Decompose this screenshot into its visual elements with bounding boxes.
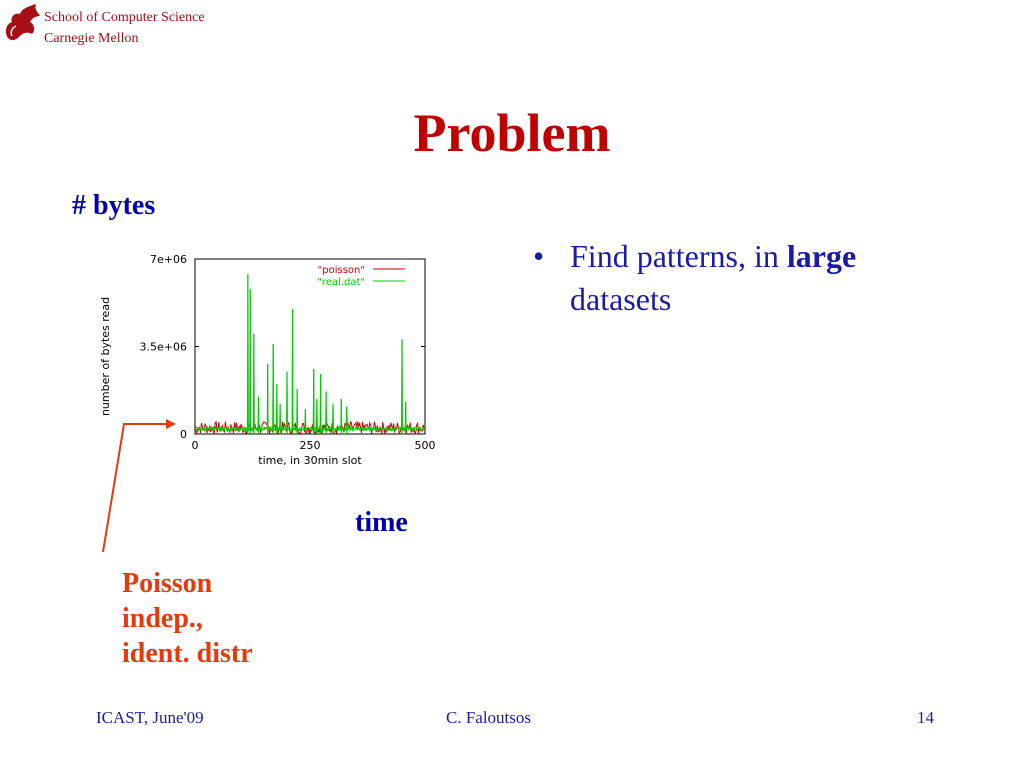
y-tick-label: 3.5e+06: [139, 340, 187, 354]
arrow-line: [103, 424, 170, 552]
school-line-1: School of Computer Science: [44, 10, 205, 25]
y-axis-label: number of bytes read: [99, 296, 112, 417]
x-tick-label: 0: [191, 439, 199, 452]
arrow-head: [166, 419, 176, 429]
x-tick-label: 500: [414, 439, 436, 452]
y-callout: # bytes: [72, 190, 156, 221]
x-callout: time: [355, 507, 408, 538]
school-line-2: Carnegie Mellon: [44, 31, 139, 46]
x-tick-label: 250: [299, 439, 321, 452]
note-line-2: indep.,: [122, 603, 203, 634]
legend-label: "real.dat": [317, 277, 365, 288]
bullet-text-bold: large: [786, 238, 857, 274]
footer-author: C. Faloutsos: [446, 708, 532, 727]
y-tick-label: 0: [180, 428, 187, 441]
slide-title: Problem: [413, 103, 611, 163]
bullet-text: [570, 235, 960, 321]
legend-label: "poisson": [317, 265, 365, 276]
note-line-3: ident. distr: [122, 638, 253, 669]
bullet-text-before: Find patterns, in: [570, 238, 787, 274]
note-line-1: Poisson: [122, 568, 213, 599]
bullet-text-after: datasets: [570, 281, 672, 317]
poisson-note: [122, 566, 253, 671]
y-tick-label: 7e+06: [150, 253, 187, 266]
footer-conference: ICAST, June'09: [96, 708, 204, 727]
footer-page-number: 14: [917, 708, 934, 727]
x-axis-label: time, in 30min slot: [258, 454, 362, 467]
bullet-marker: •: [533, 238, 545, 274]
